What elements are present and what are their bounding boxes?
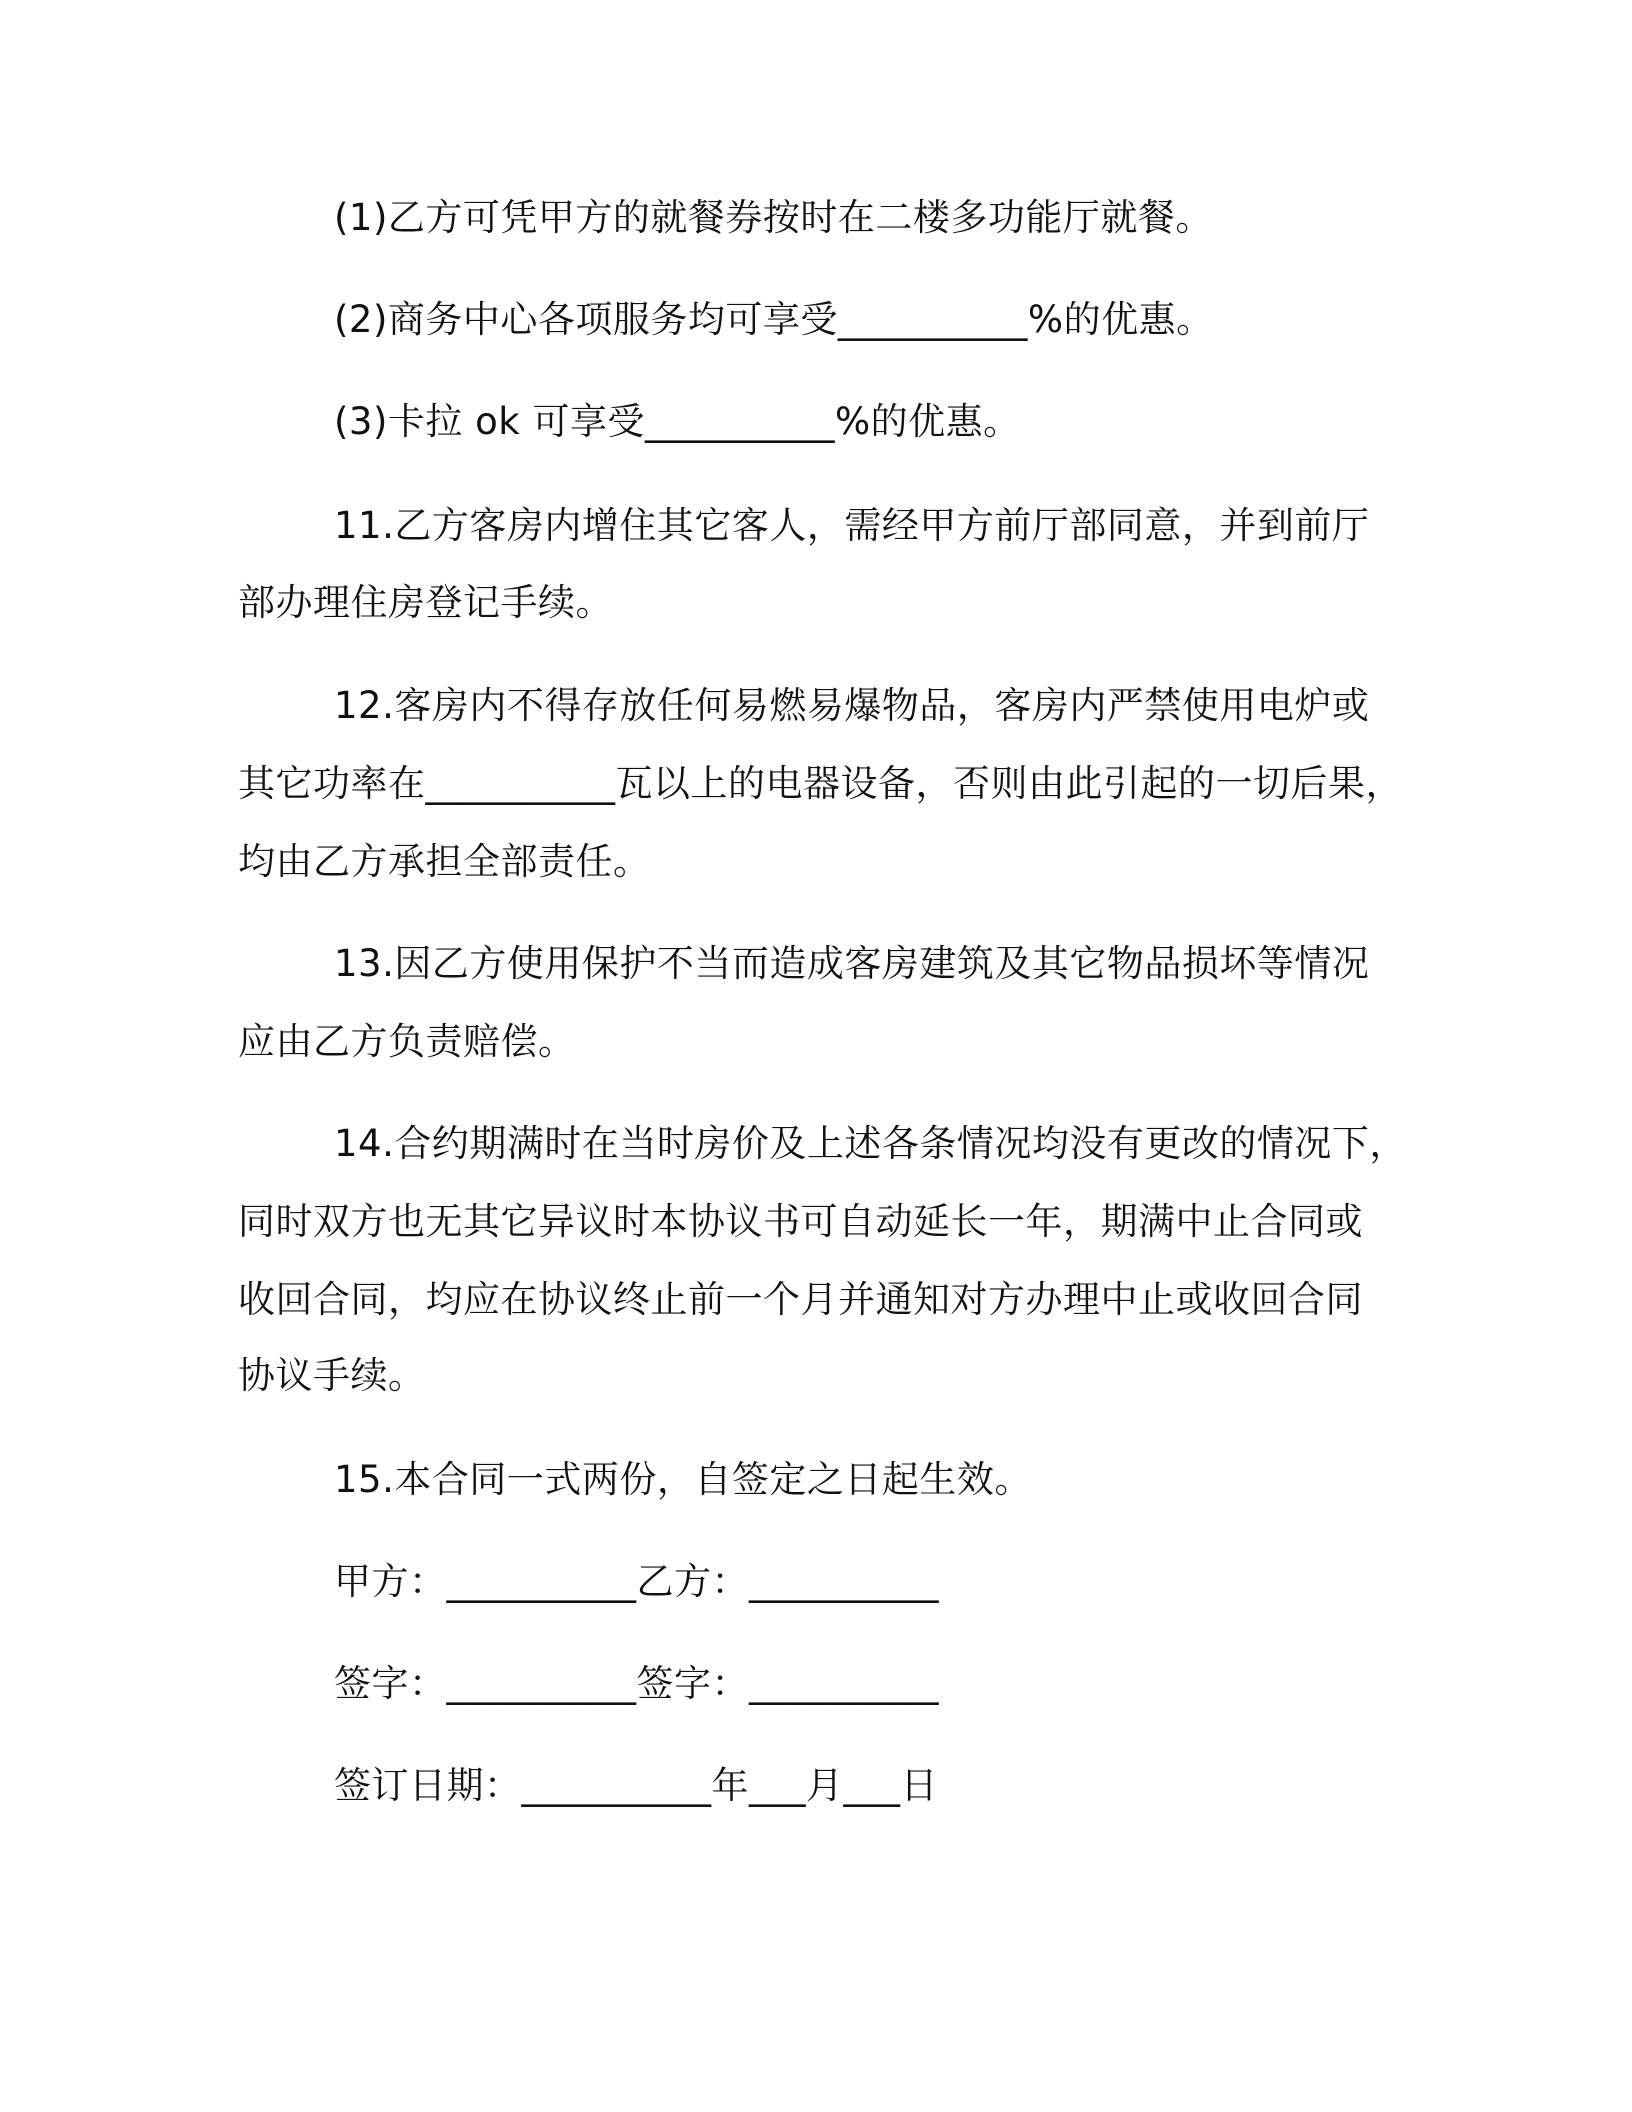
signature-sign: 签字：__________签字：__________ [334, 1662, 939, 1705]
clause-11-line-2: 部办理住房登记手续。 [238, 581, 613, 624]
clause-11-line-1: 11.乙方客房内增住其它客人，需经甲方前厅部同意，并到前厅 [334, 504, 1370, 547]
clause-14-line-4: 协议手续。 [238, 1354, 426, 1397]
clause-12-line-2: 其它功率在__________瓦以上的电器设备，否则由此引起的一切后果， [238, 762, 1403, 805]
clause-14-line-2: 同时双方也无其它异议时本协议书可自动延长一年，期满中止合同或 [238, 1200, 1363, 1243]
clause-13-line-2: 应由乙方负责赔偿。 [238, 1020, 576, 1063]
item-3-line-1: (3)卡拉 ok 可享受__________%的优惠。 [334, 400, 1021, 443]
item-1-line-1: (1)乙方可凭甲方的就餐券按时在二楼多功能厅就餐。 [334, 196, 1213, 239]
clause-14-line-3: 收回合同，均应在协议终止前一个月并通知对方办理中止或收回合同 [238, 1278, 1363, 1321]
clause-15-line-1: 15.本合同一式两份，自签定之日起生效。 [334, 1458, 1032, 1501]
clause-13-line-1: 13.因乙方使用保护不当而造成客房建筑及其它物品损坏等情况 [334, 942, 1370, 985]
clause-12-line-3: 均由乙方承担全部责任。 [238, 840, 651, 883]
clause-12-line-1: 12.客房内不得存放任何易燃易爆物品，客房内严禁使用电炉或 [334, 684, 1370, 727]
signature-date: 签订日期：__________年___月___日 [334, 1764, 938, 1807]
signature-parties: 甲方：__________乙方：__________ [334, 1560, 939, 1603]
clause-14-line-1: 14.合约期满时在当时房价及上述各条情况均没有更改的情况下， [334, 1122, 1407, 1165]
item-2-line-1: (2)商务中心各项服务均可享受__________%的优惠。 [334, 298, 1214, 341]
